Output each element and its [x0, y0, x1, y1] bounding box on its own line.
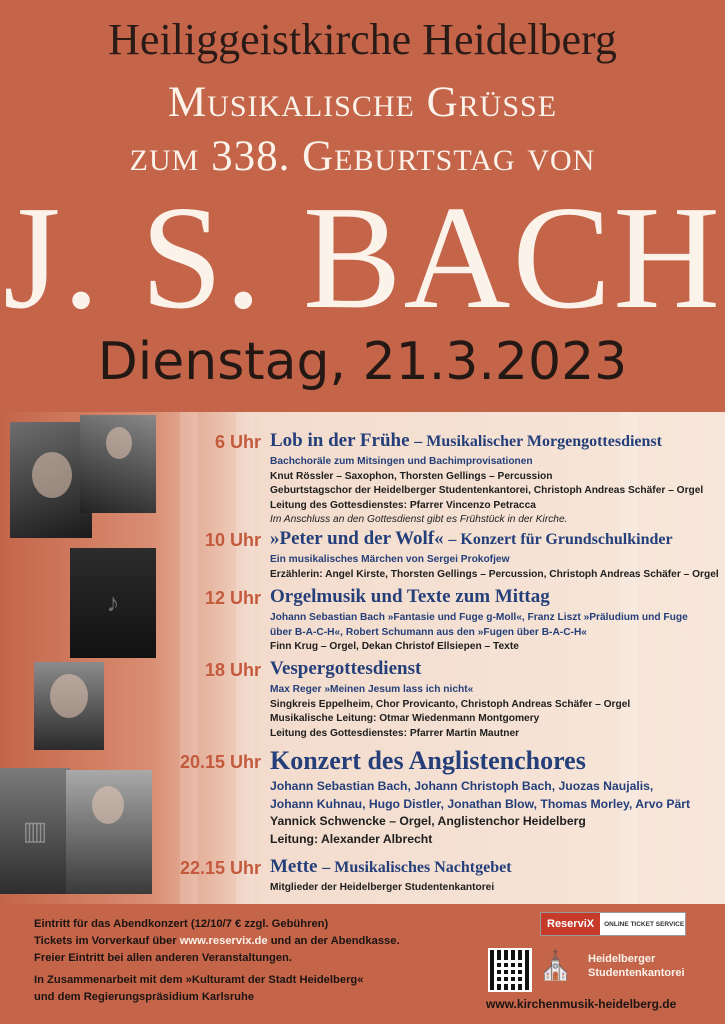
ticket-info-text: und an der Abendkasse. [267, 935, 400, 947]
portrait-face-icon [50, 674, 88, 718]
composer-name: J. S. BACH [2, 176, 723, 340]
poster-header [0, 0, 725, 412]
free-entry-info: Freier Eintritt bei allen anderen Veranstaltungen. [34, 952, 293, 964]
kantorei-name-line: Heidelberger [588, 953, 656, 965]
event-detail-line: Knut Rössler – Saxophon, Thorsten Gellings – Percussion [270, 470, 553, 482]
event-time: 18 Uhr [204, 660, 261, 680]
event-details [270, 778, 715, 848]
reservix-logo [540, 912, 686, 936]
event-detail-line: Geburtstagschor der Heidelberger Studentenkantorei, Christoph Andreas Schäfer – Orgel [270, 485, 704, 497]
church-pillar-decoration [180, 412, 198, 904]
performer-photo [80, 415, 156, 513]
music-note-icon: ♪ [106, 587, 120, 618]
event-subtitle: – Musikalisches Nachtgebet [322, 859, 512, 876]
church-pillar-decoration [236, 412, 254, 904]
event-title: Orgelmusik und Texte zum Mittag [270, 586, 550, 607]
event-detail-line: Leitung des Gottesdienstes: Pfarrer Martin Mautner [270, 727, 520, 739]
event-time: 22.15 Uhr [179, 858, 261, 878]
event-detail-line: Mitglieder der Heidelberger Studentenkantorei [270, 882, 495, 893]
event-title [270, 528, 673, 550]
event-detail-line: Im Anschluss an den Gottesdienst gibt es Frühstück in der Kirche. [270, 514, 568, 526]
event-detail-line: Finn Krug – Orgel, Dekan Christof Ellsiepen – Texte [270, 641, 519, 653]
event-time: 6 Uhr [214, 432, 261, 452]
admission-info: Eintritt für das Abendkonzert (12/10/7 € zzgl. Gebühren) [34, 918, 329, 930]
event-title [270, 856, 512, 878]
cooperation-info: und dem Regierungspräsidium Karlsruhe [34, 991, 255, 1003]
reservix-logo-text: ReserviX [541, 913, 600, 935]
headline-greetings: Musikalische Grüsse [167, 79, 558, 126]
kantorei-name [588, 952, 685, 980]
reservix-tagline: ONLINE TICKET SERVICE [604, 920, 685, 928]
event-details [270, 553, 719, 582]
headline-birthday: zum 338. Geburtstag von [129, 133, 596, 180]
event-details [270, 683, 715, 741]
event-detail-line: Johann Sebastian Bach »Fantasie und Fuge g-Moll«, Franz Liszt »Präludium und Fuge [270, 612, 688, 623]
portrait-face-icon [106, 427, 132, 459]
church-logo-icon: ⛪ [538, 950, 573, 981]
event-detail-line: Erzählerin: Angel Kirste, Thorsten Gellings – Percussion, Christoph Andreas Schäfer – Orgel [270, 568, 719, 580]
event-time: 20.15 Uhr [179, 752, 261, 772]
event-detail-line: Johann Kuhnau, Hugo Distler, Jonathan Blow, Thomas Morley, Arvo Pärt [270, 796, 691, 811]
ticket-info-text: Tickets im Vorverkauf über [34, 935, 180, 947]
qr-code-icon[interactable] [488, 948, 532, 992]
event-details [270, 881, 715, 896]
event-details [270, 455, 715, 528]
portrait-face-icon [92, 786, 124, 824]
church-name: Heiliggeistkirche Heidelberg [108, 15, 617, 64]
event-title-text: »Peter und der Wolf« [270, 528, 444, 549]
organ-pipes-icon: ▥ [22, 815, 48, 846]
event-detail-line: Johann Sebastian Bach, Johann Christoph Bach, Juozas Naujalis, [270, 779, 654, 793]
event-subtitle: – Musikalischer Morgengottesdienst [414, 433, 662, 450]
event-title-text: Mette [270, 856, 318, 877]
event-time: 10 Uhr [204, 530, 261, 550]
event-detail-line: über B-A-C-H«, Robert Schumann aus den »Fugen über B-A-C-H« [270, 626, 587, 638]
event-detail-line: Max Reger »Meinen Jesum lass ich nicht« [270, 684, 474, 695]
event-detail-line: Leitung des Gottesdienstes: Pfarrer Vincenzo Petracca [270, 499, 536, 511]
event-date: Dienstag, 21.3.2023 [97, 332, 628, 392]
event-time: 12 Uhr [204, 588, 261, 608]
bach-portrait-photo [66, 770, 152, 894]
event-subtitle: – Konzert für Grundschulkinder [448, 531, 673, 548]
event-detail-line: Yannick Schwencke – Orgel, Anglistenchor Heidelberg [270, 814, 586, 829]
ticket-info [34, 935, 400, 947]
reservix-link[interactable]: www.reservix.de [179, 935, 268, 947]
event-details [270, 611, 715, 655]
organ-photo [0, 768, 70, 894]
event-detail-line: Musikalische Leitung: Otmar Wiedenmann Montgomery [270, 713, 540, 725]
event-title: Vespergottesdienst [270, 658, 422, 679]
composer-portrait-photo [34, 662, 104, 750]
event-detail-line: Ein musikalisches Märchen von Sergei Prokofjew [270, 554, 510, 565]
event-title [270, 430, 662, 452]
event-title-text: Lob in der Frühe [270, 430, 410, 451]
event-detail-line: Bachchoräle zum Mitsingen und Bachimprovisationen [270, 456, 533, 467]
event-detail-line: Singkreis Eppelheim, Chor Provicanto, Christoph Andreas Schäfer – Orgel [270, 698, 631, 710]
event-title: Konzert des Anglistenchores [270, 746, 586, 775]
portrait-face-icon [32, 452, 72, 498]
event-detail-line: Leitung: Alexander Albrecht [270, 831, 433, 846]
website-link[interactable]: www.kirchenmusik-heidelberg.de [486, 997, 677, 1011]
album-cover-photo [70, 548, 156, 658]
cooperation-info: In Zusammenarbeit mit dem »Kulturamt der Stadt Heidelberg« [34, 974, 364, 986]
kantorei-name-line: Studentenkantorei [588, 967, 685, 979]
